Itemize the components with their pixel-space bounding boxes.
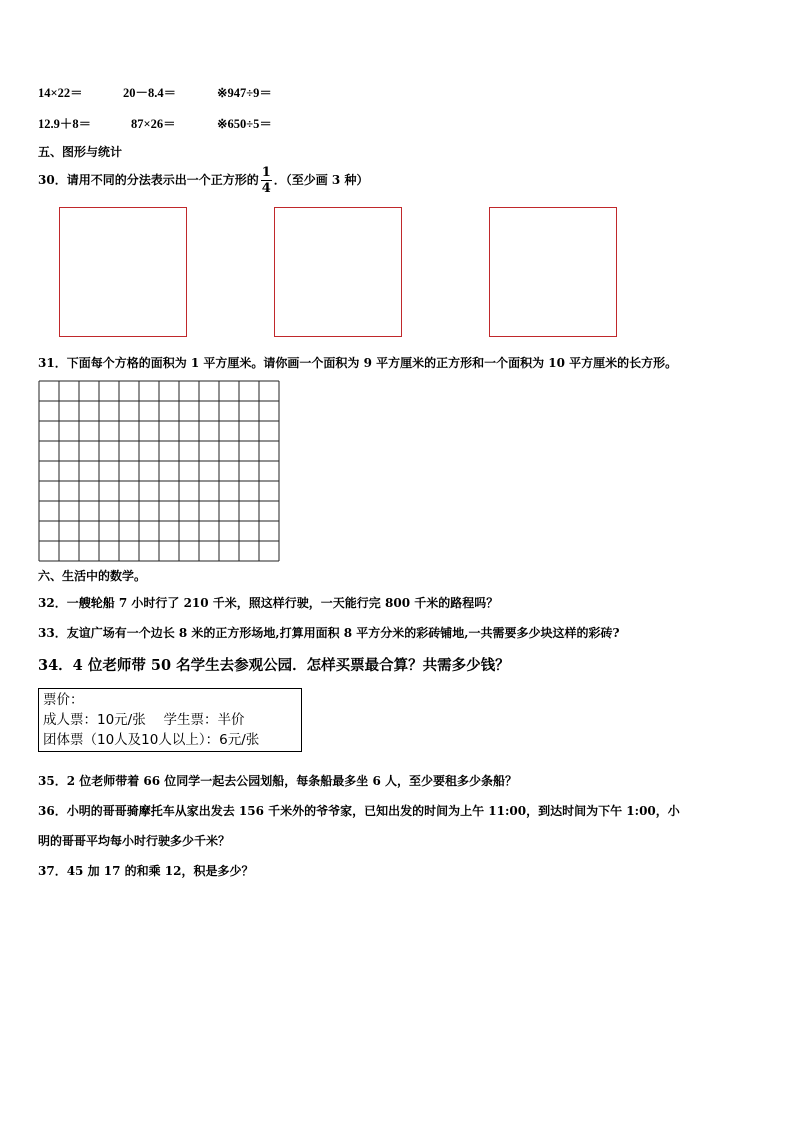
question-31: 31．下面每个方格的面积为 1 平方厘米。请你画一个面积为 9 平方厘米的正方形和一个面积为 10 平方厘米的长方形。 (38, 356, 678, 370)
question-30 (38, 160, 368, 200)
drawing-square-2[interactable] (274, 207, 402, 337)
question-30-suffix: ．（至少画 3 种） (273, 173, 369, 187)
section-6-title: 六、生活中的数学。 (38, 569, 147, 583)
ticket-group: 团体票（10人及10人以上）：6元/张 (43, 732, 260, 748)
question-36-line-2: 明的哥哥平均每小时行驶多少千米？ (38, 834, 231, 848)
section-5-title: 五、图形与统计 (38, 145, 123, 159)
fraction-denominator: 4 (261, 181, 271, 196)
question-35: 35．2 位老师带着 66 位同学一起去公园划船，每条船最多坐 6 人，至少要租多少条船？ (38, 774, 517, 788)
calc-2: 20－8.4＝ (123, 86, 177, 100)
ticket-price-box (38, 688, 302, 752)
question-32: 32．一艘轮船 7 小时行了 210 千米，照这样行驶，一天能行完 800 千米的路程吗？ (38, 596, 499, 610)
question-37: 37．45 加 17 的和乘 12，积是多少？ (38, 864, 254, 878)
calc-5: 87×26＝ (131, 117, 176, 131)
fraction-numerator: 1 (261, 165, 271, 180)
calc-4: 12.9＋8＝ (38, 117, 92, 131)
drawing-square-3[interactable] (489, 207, 617, 337)
calc-6: ※650÷5＝ (217, 117, 272, 131)
question-33: 33．友谊广场有一个边长 8 米的正方形场地,打算用面积 8 平方分米的彩砖铺地,一共需要多少块这样的彩砖? (38, 626, 620, 640)
calc-1: 14×22＝ (38, 86, 83, 100)
calc-3: ※947÷9＝ (217, 86, 272, 100)
square-grid[interactable] (38, 380, 281, 562)
question-34: 34．4 位老师带 50 名学生去参观公园．怎样买票最合算？共需多少钱？ (38, 657, 510, 674)
question-30-prefix: 30．请用不同的分法表示出一个正方形的 (38, 173, 259, 187)
ticket-heading: 票价： (43, 692, 84, 708)
drawing-square-1[interactable] (59, 207, 187, 337)
fraction (261, 166, 272, 195)
question-36-line-1: 36．小明的哥哥骑摩托车从家出发去 156 千米外的爷爷家，已知出发的时间为上午 11:00，到达时间为下午 1:00，小 (38, 804, 680, 818)
ticket-adult-student: 成人票：10元/张 学生票：半价 (43, 712, 245, 728)
